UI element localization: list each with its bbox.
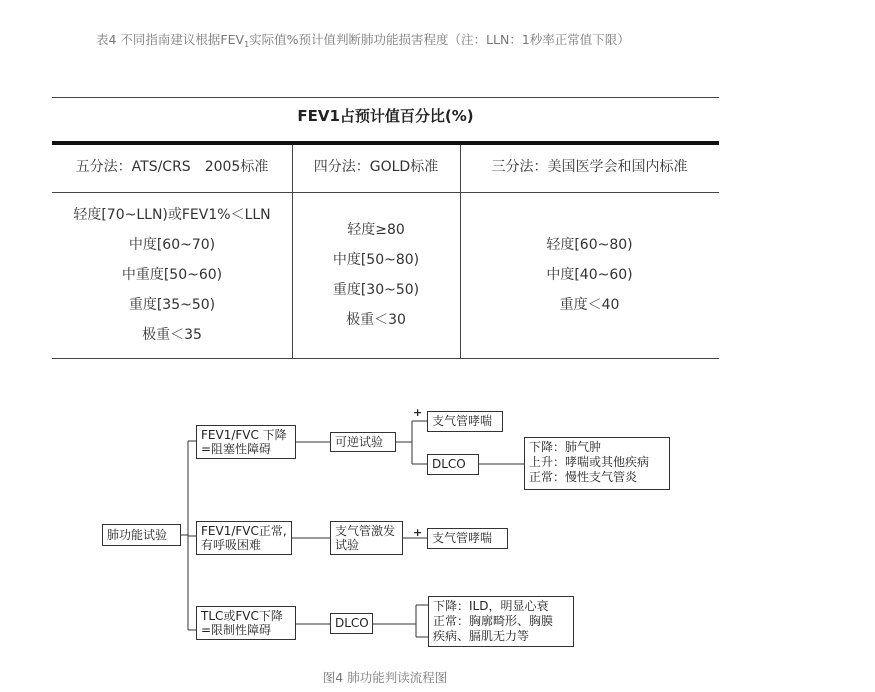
four-row-3: 重度[30~50) [332, 282, 420, 298]
four-row-1: 轻度≥80 [347, 222, 405, 238]
col-header-five: 五分法：ATS/CRS 2005标准 [75, 159, 269, 175]
five-row-2: 中度[60~70) [128, 237, 216, 253]
dlco1-result-1: 下降：肺气肿 [529, 440, 602, 454]
five-row-5: 极重＜35 [142, 327, 202, 343]
five-row-1: 轻度[70~LLN)或FEV1%＜LLN [73, 207, 271, 223]
table-caption-suffix: 实际值%预计值判断肺功能损害程度（注：LLN：1秒率正常值下限） [249, 32, 630, 47]
obstructive-line1: FEV1/FVC 下降 [201, 428, 287, 442]
reversibility-test-box: 可逆试验 [330, 432, 396, 452]
obstructive-line2: =阻塞性障碍 [201, 442, 272, 456]
dlco-result-box-1 [524, 437, 670, 490]
provocation-line2: 试验 [335, 538, 360, 552]
obstructive-box [196, 425, 296, 459]
dlco2-result-1: 下降：ILD，明显心衰 [433, 599, 549, 613]
dlco2-result-2: 正常：胸廓畸形、胸膜 [433, 614, 554, 628]
dyspnea-line1: FEV1/FVC正常, [201, 524, 287, 538]
provocation-test-box [330, 521, 403, 555]
restrictive-box [196, 606, 296, 640]
provocation-line1: 支气管激发 [335, 524, 396, 538]
four-row-2: 中度[50~80) [332, 252, 420, 268]
three-row-3: 重度＜40 [559, 297, 620, 313]
dlco1-result-2: 上升：哮喘或其他疾病 [529, 455, 650, 469]
dlco2-result-3: 疾病、膈肌无力等 [433, 629, 530, 643]
dlco-box-1: DLCO [427, 454, 479, 475]
col-header-four: 四分法：GOLD标准 [313, 159, 439, 175]
five-row-3: 中重度[50~60) [121, 267, 223, 283]
table-caption-subscript: 1 [244, 40, 250, 49]
figure-caption: 图4 肺功能判读流程图 [322, 670, 448, 685]
dyspnea-line2: 有呼吸困难 [201, 538, 262, 552]
restrictive-line2: =限制性障碍 [201, 623, 272, 637]
dlco1-result-3: 正常：慢性支气管炎 [529, 470, 638, 484]
dyspnea-box [196, 521, 292, 555]
five-row-4: 重度[35~50) [128, 297, 216, 313]
asthma-box-2: 支气管哮喘 [427, 528, 508, 549]
root-box: 肺功能试验 [102, 524, 181, 546]
three-row-2: 中度[40~60) [546, 267, 633, 283]
dlco-result-box-2 [428, 596, 574, 647]
col-header-three: 三分法：美国医学会和国内标准 [491, 159, 688, 175]
table-caption-prefix: 表4 不同指南建议根据FEV [96, 32, 245, 47]
asthma-box-1: 支气管哮喘 [427, 411, 503, 432]
dlco-box-2: DLCO [330, 613, 373, 634]
four-row-4: 极重＜30 [346, 312, 406, 328]
restrictive-line1: TLC或FVC下降 [201, 609, 283, 623]
plus-sign-1: + [413, 406, 423, 419]
three-row-1: 轻度[60~80) [546, 237, 633, 253]
table-title: FEV1占预计值百分比(%) [297, 107, 474, 125]
plus-sign-2: + [413, 526, 423, 539]
